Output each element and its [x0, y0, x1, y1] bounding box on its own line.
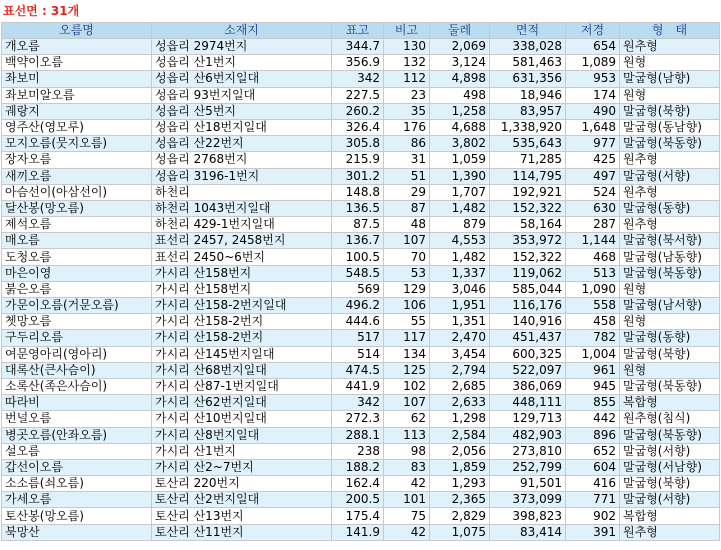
cell-relative-height: 129	[384, 281, 430, 297]
cell-base-diameter: 497	[566, 168, 620, 184]
cell-elevation: 356.9	[332, 55, 384, 71]
cell-location: 성읍리 산18번지일대	[152, 119, 332, 135]
cell-shape: 말굽형(북향)	[620, 476, 720, 492]
cell-name: 여문영아리(영아리)	[2, 346, 152, 362]
cell-location: 토산리 산2번지일대	[152, 492, 332, 508]
cell-elevation: 514	[332, 346, 384, 362]
cell-shape: 말굽형(북동향)	[620, 427, 720, 443]
cell-area: 140,916	[490, 314, 566, 330]
cell-perimeter: 1,059	[430, 152, 490, 168]
cell-shape: 원추형	[620, 524, 720, 540]
cell-base-diameter: 524	[566, 184, 620, 200]
cell-base-diameter: 425	[566, 152, 620, 168]
cell-perimeter: 2,794	[430, 362, 490, 378]
cell-elevation: 326.4	[332, 119, 384, 135]
table-row	[2, 168, 720, 184]
cell-base-diameter: 1,089	[566, 55, 620, 71]
cell-perimeter: 1,482	[430, 200, 490, 216]
cell-relative-height: 87	[384, 200, 430, 216]
cell-base-diameter: 287	[566, 217, 620, 233]
cell-base-diameter: 1,648	[566, 119, 620, 135]
cell-perimeter: 4,688	[430, 119, 490, 135]
cell-shape: 원형	[620, 281, 720, 297]
cell-location: 가시리 산62번지일대	[152, 395, 332, 411]
cell-shape: 말굽형(북향)	[620, 346, 720, 362]
cell-perimeter: 1,337	[430, 265, 490, 281]
cell-location: 성읍리 93번지일대	[152, 87, 332, 103]
cell-elevation: 200.5	[332, 492, 384, 508]
cell-elevation: 305.8	[332, 136, 384, 152]
cell-relative-height: 42	[384, 476, 430, 492]
cell-base-diameter: 945	[566, 378, 620, 394]
cell-area: 535,643	[490, 136, 566, 152]
cell-relative-height: 53	[384, 265, 430, 281]
cell-elevation: 517	[332, 330, 384, 346]
cell-area: 119,062	[490, 265, 566, 281]
cell-relative-height: 113	[384, 427, 430, 443]
cell-name: 대록산(큰사슴이)	[2, 362, 152, 378]
cell-perimeter: 498	[430, 87, 490, 103]
cell-area: 83,414	[490, 524, 566, 540]
table-row	[2, 119, 720, 135]
cell-location: 토산리 산13번지	[152, 508, 332, 524]
cell-base-diameter: 513	[566, 265, 620, 281]
cell-shape: 원추형	[620, 152, 720, 168]
cell-perimeter: 3,454	[430, 346, 490, 362]
cell-area: 482,903	[490, 427, 566, 443]
table-row	[2, 152, 720, 168]
cell-name: 궤랑지	[2, 103, 152, 119]
cell-name: 개오름	[2, 39, 152, 55]
cell-name: 달산봉(망오름)	[2, 200, 152, 216]
table-row	[2, 249, 720, 265]
cell-elevation: 344.7	[332, 39, 384, 55]
table-row	[2, 184, 720, 200]
cell-base-diameter: 1,004	[566, 346, 620, 362]
cell-elevation: 441.9	[332, 378, 384, 394]
cell-relative-height: 107	[384, 233, 430, 249]
cell-relative-height: 31	[384, 152, 430, 168]
cell-shape: 말굽형(북서향)	[620, 233, 720, 249]
cell-shape: 원형	[620, 314, 720, 330]
cell-location: 토산리 산11번지	[152, 524, 332, 540]
cell-base-diameter: 961	[566, 362, 620, 378]
cell-perimeter: 1,859	[430, 459, 490, 475]
cell-name: 모지오름(뭇지오름)	[2, 136, 152, 152]
cell-name: 병곳오름(안좌오름)	[2, 427, 152, 443]
cell-area: 58,164	[490, 217, 566, 233]
cell-perimeter: 1,258	[430, 103, 490, 119]
cell-location: 하천리 1043번지일대	[152, 200, 332, 216]
cell-elevation: 136.7	[332, 233, 384, 249]
cell-perimeter: 879	[430, 217, 490, 233]
cell-base-diameter: 953	[566, 71, 620, 87]
cell-perimeter: 2,470	[430, 330, 490, 346]
table-row	[2, 265, 720, 281]
cell-shape: 말굽형(동향)	[620, 330, 720, 346]
cell-shape: 원추형	[620, 39, 720, 55]
cell-area: 448,111	[490, 395, 566, 411]
cell-area: 581,463	[490, 55, 566, 71]
cell-elevation: 238	[332, 443, 384, 459]
cell-relative-height: 117	[384, 330, 430, 346]
cell-perimeter: 4,553	[430, 233, 490, 249]
cell-location: 성읍리 산22번지	[152, 136, 332, 152]
cell-area: 373,099	[490, 492, 566, 508]
cell-location: 가시리 산158번지	[152, 265, 332, 281]
cell-area: 71,285	[490, 152, 566, 168]
cell-location: 하천리 429-1번지일대	[152, 217, 332, 233]
cell-shape: 말굽형(서향)	[620, 168, 720, 184]
cell-perimeter: 1,707	[430, 184, 490, 200]
table-row	[2, 136, 720, 152]
header-name: 오름명	[2, 23, 152, 39]
cell-name: 장자오름	[2, 152, 152, 168]
cell-location: 성읍리 2974번지	[152, 39, 332, 55]
cell-elevation: 188.2	[332, 459, 384, 475]
cell-name: 소소름(쇠오름)	[2, 476, 152, 492]
cell-location: 가시리 산68번지일대	[152, 362, 332, 378]
cell-perimeter: 1,482	[430, 249, 490, 265]
cell-area: 152,322	[490, 200, 566, 216]
cell-perimeter: 2,056	[430, 443, 490, 459]
table-row	[2, 459, 720, 475]
cell-base-diameter: 771	[566, 492, 620, 508]
cell-shape: 말굽형(동남향)	[620, 119, 720, 135]
cell-perimeter: 1,951	[430, 298, 490, 314]
cell-perimeter: 1,390	[430, 168, 490, 184]
table-header-row	[2, 23, 720, 39]
cell-location: 가시리 산10번지일대	[152, 411, 332, 427]
table-row	[2, 39, 720, 55]
cell-elevation: 87.5	[332, 217, 384, 233]
cell-elevation: 496.2	[332, 298, 384, 314]
table-row	[2, 233, 720, 249]
cell-shape: 원형	[620, 87, 720, 103]
cell-base-diameter: 654	[566, 39, 620, 55]
cell-perimeter: 1,351	[430, 314, 490, 330]
cell-base-diameter: 977	[566, 136, 620, 152]
cell-name: 번널오름	[2, 411, 152, 427]
cell-elevation: 148.8	[332, 184, 384, 200]
cell-area: 585,044	[490, 281, 566, 297]
header-elevation: 표고	[332, 23, 384, 39]
cell-location: 가시리 산1번지	[152, 443, 332, 459]
cell-name: 붉은오름	[2, 281, 152, 297]
cell-name: 도청오름	[2, 249, 152, 265]
cell-relative-height: 107	[384, 395, 430, 411]
table-row	[2, 217, 720, 233]
table-body	[2, 39, 720, 541]
cell-name: 북망산	[2, 524, 152, 540]
cell-name: 백약이오름	[2, 55, 152, 71]
cell-relative-height: 106	[384, 298, 430, 314]
cell-elevation: 162.4	[332, 476, 384, 492]
cell-relative-height: 55	[384, 314, 430, 330]
cell-name: 따라비	[2, 395, 152, 411]
cell-location: 가시리 산158-2번지	[152, 314, 332, 330]
cell-name: 아슴선이(아삼선이)	[2, 184, 152, 200]
cell-name: 제석오름	[2, 217, 152, 233]
cell-base-diameter: 902	[566, 508, 620, 524]
cell-area: 273,810	[490, 443, 566, 459]
cell-relative-height: 102	[384, 378, 430, 394]
cell-perimeter: 3,802	[430, 136, 490, 152]
cell-name: 영주산(영모루)	[2, 119, 152, 135]
header-base-diameter: 저경	[566, 23, 620, 39]
cell-shape: 원형	[620, 55, 720, 71]
cell-name: 마은이영	[2, 265, 152, 281]
cell-base-diameter: 174	[566, 87, 620, 103]
cell-relative-height: 48	[384, 217, 430, 233]
cell-perimeter: 2,633	[430, 395, 490, 411]
cell-location: 성읍리 산1번지	[152, 55, 332, 71]
cell-perimeter: 2,829	[430, 508, 490, 524]
table-row	[2, 411, 720, 427]
cell-relative-height: 70	[384, 249, 430, 265]
cell-elevation: 100.5	[332, 249, 384, 265]
cell-location: 성읍리 3196-1번지	[152, 168, 332, 184]
cell-shape: 말굽형(북동향)	[620, 378, 720, 394]
cell-relative-height: 101	[384, 492, 430, 508]
header-relative-height: 비고	[384, 23, 430, 39]
cell-area: 398,823	[490, 508, 566, 524]
table-row	[2, 314, 720, 330]
cell-area: 252,799	[490, 459, 566, 475]
cell-location: 가시리 산145번지일대	[152, 346, 332, 362]
cell-shape: 말굽형(남동향)	[620, 249, 720, 265]
cell-area: 522,097	[490, 362, 566, 378]
cell-name: 새끼오름	[2, 168, 152, 184]
cell-shape: 원추형(침식)	[620, 411, 720, 427]
cell-shape: 말굽형(북동향)	[620, 265, 720, 281]
table-row	[2, 298, 720, 314]
table-row	[2, 492, 720, 508]
header-area: 면적	[490, 23, 566, 39]
cell-base-diameter: 416	[566, 476, 620, 492]
cell-shape: 말굽형(서향)	[620, 492, 720, 508]
cell-relative-height: 98	[384, 443, 430, 459]
cell-elevation: 136.5	[332, 200, 384, 216]
cell-shape: 말굽형(남향)	[620, 71, 720, 87]
cell-relative-height: 51	[384, 168, 430, 184]
cell-base-diameter: 490	[566, 103, 620, 119]
cell-name: 쳇망오름	[2, 314, 152, 330]
cell-relative-height: 125	[384, 362, 430, 378]
cell-base-diameter: 855	[566, 395, 620, 411]
cell-location: 성읍리 산5번지	[152, 103, 332, 119]
cell-shape: 말굽형(남서향)	[620, 298, 720, 314]
cell-elevation: 260.2	[332, 103, 384, 119]
table-row	[2, 330, 720, 346]
cell-elevation: 175.4	[332, 508, 384, 524]
cell-base-diameter: 782	[566, 330, 620, 346]
cell-name: 좌보미	[2, 71, 152, 87]
cell-location: 가시리 산8번지일대	[152, 427, 332, 443]
cell-base-diameter: 1,090	[566, 281, 620, 297]
cell-perimeter: 2,365	[430, 492, 490, 508]
cell-name: 갑선이오름	[2, 459, 152, 475]
cell-relative-height: 29	[384, 184, 430, 200]
cell-area: 91,501	[490, 476, 566, 492]
cell-perimeter: 4,898	[430, 71, 490, 87]
cell-perimeter: 2,069	[430, 39, 490, 55]
header-location: 소재지	[152, 23, 332, 39]
cell-elevation: 569	[332, 281, 384, 297]
cell-location: 가시리 산158-2번지	[152, 330, 332, 346]
table-row	[2, 87, 720, 103]
cell-relative-height: 134	[384, 346, 430, 362]
cell-relative-height: 132	[384, 55, 430, 71]
cell-elevation: 342	[332, 395, 384, 411]
cell-location: 표선리 2450~6번지	[152, 249, 332, 265]
cell-base-diameter: 391	[566, 524, 620, 540]
cell-perimeter: 3,046	[430, 281, 490, 297]
cell-area: 83,957	[490, 103, 566, 119]
header-shape: 형 태	[620, 23, 720, 39]
cell-area: 1,338,920	[490, 119, 566, 135]
cell-location: 성읍리 2768번지	[152, 152, 332, 168]
cell-name: 소록산(족은사슴이)	[2, 378, 152, 394]
cell-name: 설오름	[2, 443, 152, 459]
cell-elevation: 227.5	[332, 87, 384, 103]
cell-area: 192,921	[490, 184, 566, 200]
cell-perimeter: 3,124	[430, 55, 490, 71]
cell-relative-height: 62	[384, 411, 430, 427]
cell-area: 451,437	[490, 330, 566, 346]
cell-base-diameter: 468	[566, 249, 620, 265]
cell-area: 600,325	[490, 346, 566, 362]
cell-perimeter: 2,584	[430, 427, 490, 443]
cell-shape: 말굽형(북동향)	[620, 136, 720, 152]
cell-area: 353,972	[490, 233, 566, 249]
cell-location: 가시리 산87-1번지일대	[152, 378, 332, 394]
table-row	[2, 476, 720, 492]
cell-location: 가시리 산2~7번지	[152, 459, 332, 475]
cell-elevation: 288.1	[332, 427, 384, 443]
cell-perimeter: 1,298	[430, 411, 490, 427]
cell-base-diameter: 630	[566, 200, 620, 216]
cell-area: 18,946	[490, 87, 566, 103]
header-perimeter: 둘레	[430, 23, 490, 39]
cell-elevation: 548.5	[332, 265, 384, 281]
table-row	[2, 524, 720, 540]
cell-base-diameter: 558	[566, 298, 620, 314]
cell-perimeter: 1,075	[430, 524, 490, 540]
oreum-table	[1, 22, 720, 541]
cell-elevation: 301.2	[332, 168, 384, 184]
cell-elevation: 215.9	[332, 152, 384, 168]
cell-base-diameter: 604	[566, 459, 620, 475]
table-row	[2, 103, 720, 119]
cell-perimeter: 1,293	[430, 476, 490, 492]
cell-shape: 복합형	[620, 395, 720, 411]
cell-shape: 말굽형(서남향)	[620, 459, 720, 475]
cell-elevation: 444.6	[332, 314, 384, 330]
cell-perimeter: 2,685	[430, 378, 490, 394]
cell-name: 매오름	[2, 233, 152, 249]
page-title: 표선면 : 31개	[3, 4, 80, 18]
cell-name: 좌보미알오름	[2, 87, 152, 103]
cell-relative-height: 86	[384, 136, 430, 152]
cell-shape: 말굽형(북향)	[620, 103, 720, 119]
cell-elevation: 272.3	[332, 411, 384, 427]
cell-relative-height: 75	[384, 508, 430, 524]
cell-base-diameter: 652	[566, 443, 620, 459]
table-row	[2, 427, 720, 443]
cell-area: 631,356	[490, 71, 566, 87]
cell-elevation: 141.9	[332, 524, 384, 540]
cell-location: 가시리 산158번지	[152, 281, 332, 297]
table-row	[2, 346, 720, 362]
cell-shape: 말굽형(서향)	[620, 443, 720, 459]
cell-relative-height: 83	[384, 459, 430, 475]
cell-area: 116,176	[490, 298, 566, 314]
table-row	[2, 508, 720, 524]
cell-elevation: 474.5	[332, 362, 384, 378]
cell-location: 하천리	[152, 184, 332, 200]
cell-relative-height: 23	[384, 87, 430, 103]
table-row	[2, 443, 720, 459]
table-row	[2, 378, 720, 394]
cell-shape: 원형	[620, 362, 720, 378]
table-row	[2, 55, 720, 71]
table-row	[2, 281, 720, 297]
cell-name: 구두리오름	[2, 330, 152, 346]
cell-relative-height: 130	[384, 39, 430, 55]
cell-base-diameter: 1,144	[566, 233, 620, 249]
cell-location: 표선리 2457, 2458번지	[152, 233, 332, 249]
cell-area: 386,069	[490, 378, 566, 394]
cell-location: 가시리 산158-2번지일대	[152, 298, 332, 314]
cell-shape: 말굽형(동향)	[620, 200, 720, 216]
cell-name: 토산봉(망오름)	[2, 508, 152, 524]
cell-area: 114,795	[490, 168, 566, 184]
cell-shape: 원추형	[620, 217, 720, 233]
cell-relative-height: 35	[384, 103, 430, 119]
cell-base-diameter: 896	[566, 427, 620, 443]
cell-shape: 복합형	[620, 508, 720, 524]
cell-base-diameter: 458	[566, 314, 620, 330]
cell-elevation: 342	[332, 71, 384, 87]
cell-relative-height: 112	[384, 71, 430, 87]
cell-shape: 원추형	[620, 184, 720, 200]
cell-relative-height: 42	[384, 524, 430, 540]
cell-base-diameter: 442	[566, 411, 620, 427]
cell-relative-height: 176	[384, 119, 430, 135]
cell-name: 가세오름	[2, 492, 152, 508]
table-row	[2, 71, 720, 87]
cell-name: 가문이오름(거문오름)	[2, 298, 152, 314]
cell-location: 성읍리 산6번지일대	[152, 71, 332, 87]
table-row	[2, 362, 720, 378]
table-row	[2, 200, 720, 216]
cell-area: 152,322	[490, 249, 566, 265]
table-row	[2, 395, 720, 411]
cell-location: 토산리 220번지	[152, 476, 332, 492]
cell-area: 338,028	[490, 39, 566, 55]
cell-area: 129,713	[490, 411, 566, 427]
